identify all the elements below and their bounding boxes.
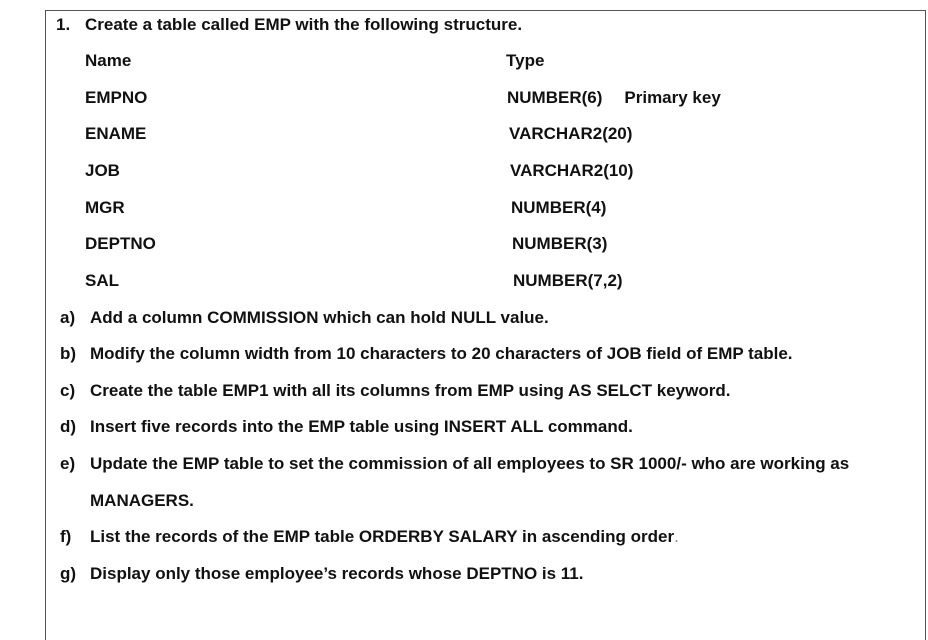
task-text: Modify the column width from 10 characters to 20 characters of JOB field of EMP table. [90, 344, 793, 363]
column-header-name: Name [85, 51, 132, 70]
field-name: SAL [85, 271, 119, 290]
task-label: a) [60, 308, 76, 327]
field-name: JOB [85, 161, 120, 180]
task-label: f) [60, 527, 72, 546]
task-trailing-period: . [674, 527, 679, 546]
task-label: d) [60, 417, 77, 436]
task-text: Add a column COMMISSION which can hold NULL value. [90, 308, 549, 327]
field-name: ENAME [85, 124, 147, 143]
field-type: NUMBER(4) [511, 198, 607, 217]
field-type: NUMBER(7,2) [513, 271, 623, 290]
question-text: Create a table called EMP with the following structure. [85, 15, 523, 34]
task-text: Display only those employee’s records whose DEPTNO is 11. [90, 564, 584, 583]
task-label: b) [60, 344, 77, 363]
field-name: MGR [85, 198, 125, 217]
task-label: g) [60, 564, 77, 583]
field-name: EMPNO [85, 88, 148, 107]
column-header-type: Type [506, 51, 545, 70]
task-label: e) [60, 454, 76, 473]
field-type: VARCHAR2(10) [510, 161, 634, 180]
field-type: NUMBER(3) [512, 234, 608, 253]
field-type: VARCHAR2(20) [509, 124, 633, 143]
task-text-wrapper [90, 527, 679, 547]
task-text-continuation: MANAGERS. [90, 491, 194, 510]
task-text: List the records of the EMP table ORDERBY SALARY in ascending order [90, 527, 675, 546]
field-type [507, 88, 721, 108]
question-number: 1. [56, 15, 71, 34]
field-type-value: NUMBER(6) [507, 88, 603, 107]
task-text: Create the table EMP1 with all its columns from EMP using AS SELCT keyword. [90, 381, 731, 400]
field-name: DEPTNO [85, 234, 156, 253]
field-constraint: Primary key [624, 88, 721, 107]
task-text: Insert five records into the EMP table using INSERT ALL command. [90, 417, 633, 436]
task-label: c) [60, 381, 76, 400]
task-text: Update the EMP table to set the commission of all employees to SR 1000/- who are working as [90, 454, 850, 473]
